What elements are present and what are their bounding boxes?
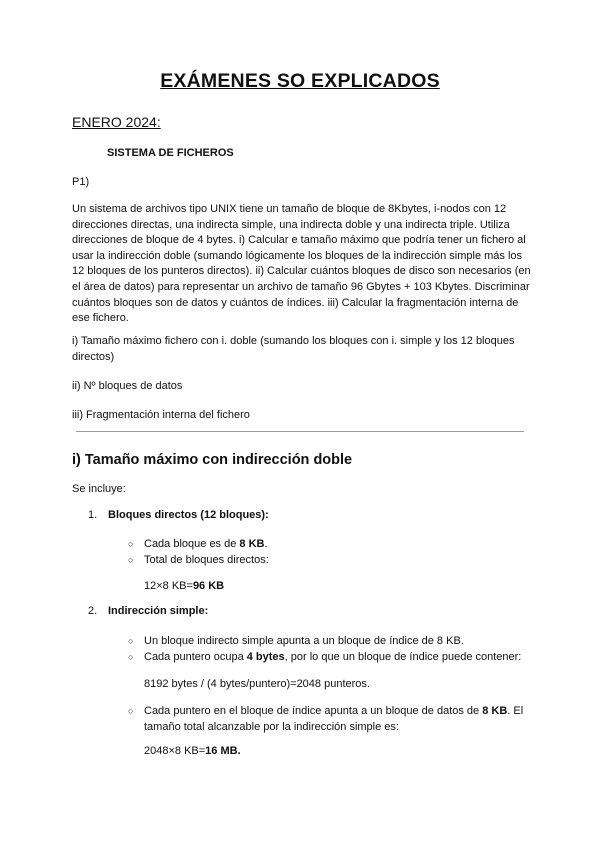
bullet-item (128, 553, 534, 569)
horizontal-divider (76, 431, 524, 432)
question-1: i) Tamaño máximo fichero con i. doble (sumando los bloques con i. simple y los 12 bloques directos) (72, 335, 515, 363)
section-title: SISTEMA DE FICHEROS (107, 147, 234, 159)
list-item-direct-blocks (88, 509, 269, 521)
bullet-text: Un bloque indirecto simple apunta a un bloque de índice de 8 KB. (144, 635, 464, 647)
calc-result: 96 KB (192, 580, 225, 592)
bullet-text: Cada puntero ocupa (144, 651, 247, 663)
document-title: EXÁMENES SO EXPLICADOS (160, 70, 440, 92)
bullet-text: Cada puntero en el bloque de índice apunta a un bloque de datos de (144, 705, 483, 717)
bullet-item (128, 704, 534, 735)
bullet-bold: 8 KB (239, 538, 265, 550)
bullet-bold: 8 KB (482, 705, 508, 717)
calculation: 8192 bytes / (4 bytes/puntero)=2048 punteros. (144, 678, 370, 690)
hollow-bullet-icon: ○ (128, 539, 134, 549)
list-item-single-indirection (88, 605, 208, 617)
bullet-bold: 4 bytes (246, 651, 285, 663)
question-3: iii) Fragmentación interna del fichero (72, 409, 250, 421)
bullet-item (128, 634, 534, 650)
list-number: 2. (88, 605, 98, 617)
bullet-item (128, 650, 534, 666)
hollow-bullet-icon: ○ (128, 706, 134, 716)
includes-text: Se incluye: (72, 483, 126, 495)
list-number: 1. (88, 509, 98, 521)
hollow-bullet-icon: ○ (128, 652, 134, 662)
calc-text: 12×8 KB= (144, 580, 193, 592)
bullet-text-end: . (264, 538, 268, 550)
bullet-text: Cada bloque es de (144, 538, 240, 550)
question-2: ii) Nº bloques de datos (72, 380, 183, 392)
hollow-bullet-icon: ○ (128, 555, 134, 565)
exam-date: ENERO 2024: (72, 114, 161, 130)
calculation (144, 745, 241, 757)
calc-result: 16 MB. (205, 745, 241, 757)
list-item-label: Indirección simple: (108, 605, 209, 617)
hollow-bullet-icon: ○ (128, 636, 134, 646)
problem-label: P1) (72, 176, 90, 188)
problem-statement: Un sistema de archivos tipo UNIX tiene un tamaño de bloque de 8Kbytes, i-nodos con 12 direcciones directas, una indirecta simple, una indirecta doble y una indirecta triple. Utiliza direcciones de bloque de 4 bytes. i) Calcular e tamaño máximo que podría tener un fichero al usar la indirección doble (sumando lógicamente los bloques de la indirección simple más los 12 bloques de los punteros directos). ii) Calcular cuántos bloques de disco son necesarios (en el área de datos) para representar un archivo de tamaño 96 Gbytes + 103 Kbytes. Discriminar cuántos bloques son de datos y cuántos de índices. iii) Calcular la fragmentación interna de ese fichero. (72, 203, 531, 325)
bullet-item (128, 537, 534, 553)
calc-text: 2048×8 KB= (144, 745, 206, 757)
bullet-text-end: , por lo que un bloque de índice puede contener: (284, 651, 522, 663)
answer-heading: i) Tamaño máximo con indirección doble (72, 452, 353, 468)
list-item-label: Bloques directos (12 bloques): (108, 509, 269, 521)
bullet-text: Total de bloques directos: (144, 554, 269, 566)
calculation (144, 580, 224, 592)
bullet-text-end: . El tamaño total alcanzable por la indirección simple es: (144, 705, 524, 733)
